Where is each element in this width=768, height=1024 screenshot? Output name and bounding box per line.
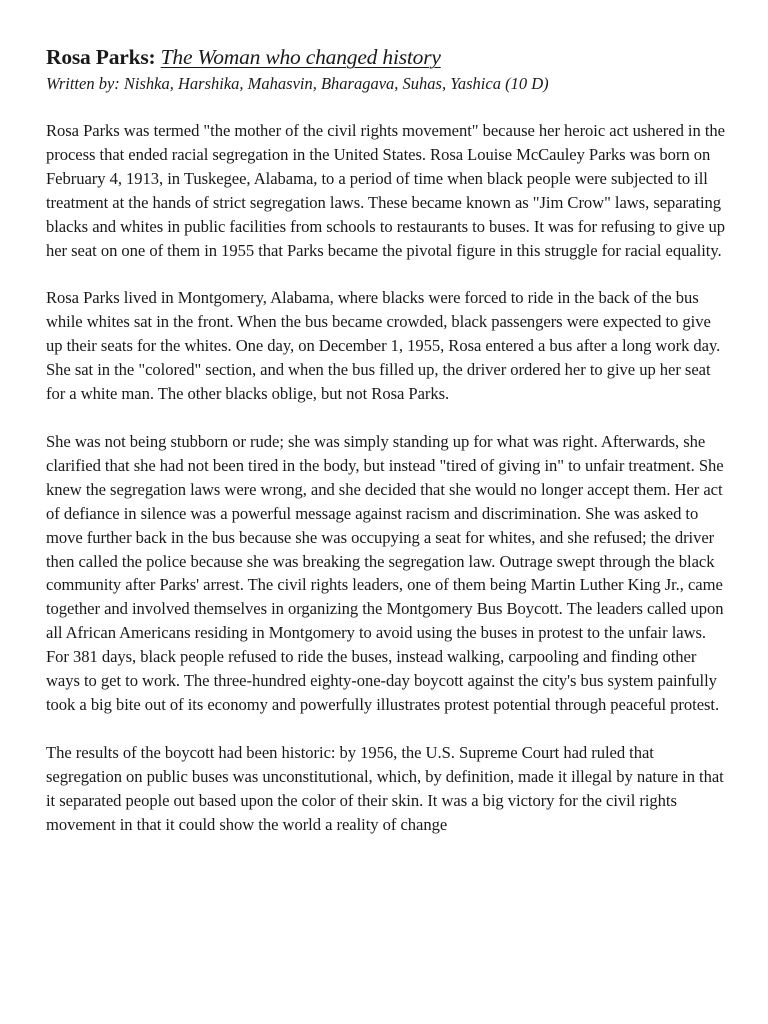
paragraph-1: Rosa Parks was termed "the mother of the civil rights movement" because her heroic act ushered in the process that ended racial segregation in the United States. Rosa Louise McCauley Parks was born on February 4, 1913, in Tuskegee, Alabama, to a period of time when black people were subjected to ill treatment at the hands of strict segregation laws. These became known as "Jim Crow" laws, separating blacks and whites in public facilities from schools to restaurants to buses. It was for refusing to give up her seat on one of them in 1955 that Parks became the pivotal figure in this struggle for racial equality. bbox=[46, 121, 725, 260]
author-byline: Written by: Nishka, Harshika, Mahasvin, Bharagava, Suhas, Yashica (10 D) bbox=[46, 74, 549, 93]
title-subtitle: The Woman who changed history bbox=[160, 45, 441, 69]
title-prefix: Rosa Parks: bbox=[46, 45, 161, 69]
paragraph-4: The results of the boycott had been historic: by 1956, the U.S. Supreme Court had ruled that segregation on public buses was unconstitutional, which, by definition, made it illegal by nature in that it separated people out based upon the color of their skin. It was a big victory for the civil rights movement in that it could show the world a reality of change bbox=[46, 742, 724, 834]
paragraph-2: Rosa Parks lived in Montgomery, Alabama, where blacks were forced to ride in the back of the bus while whites sat in the front. When the bus became crowded, black passengers were expected to give up their seats for the whites. One day, on December 1, 1955, Rosa entered a bus after a long work day. She sat in the "colored" section, and when the bus filled up, the driver ordered her to give up her seat for a white man. The other blacks oblige, but not Rosa Parks. bbox=[46, 288, 721, 404]
document-page bbox=[46, 42, 730, 860]
paragraph-3: She was not being stubborn or rude; she was simply standing up for what was right. Afterwards, she clarified that she had not been tired in the body, but instead "tired of giving in" to unfair treatment. She knew the segregation laws were wrong, and she decided that she would no longer accept them. Her act of defiance in silence was a powerful message against racism and discrimination. She was asked to move further back in the bus because she was occupying a seat for whites, and she refused; the driver then called the police because she was breaking the segregation law. Outrage swept through the black community after Parks' arrest. The civil rights leaders, one of them being Martin Luther King Jr., came together and involved themselves in organizing the Montgomery Bus Boycott. The leaders called upon all African Americans residing in Montgomery to avoid using the buses in protest to the unfair laws. For 381 days, black people refused to ride the buses, instead walking, carpooling and finding other ways to get to work. The three-hundred eighty-one-day boycott against the city's bus system painfully took a big bite out of its economy and powerfully illustrates protest potential through peaceful protest. bbox=[46, 431, 724, 714]
document-title bbox=[46, 42, 730, 72]
